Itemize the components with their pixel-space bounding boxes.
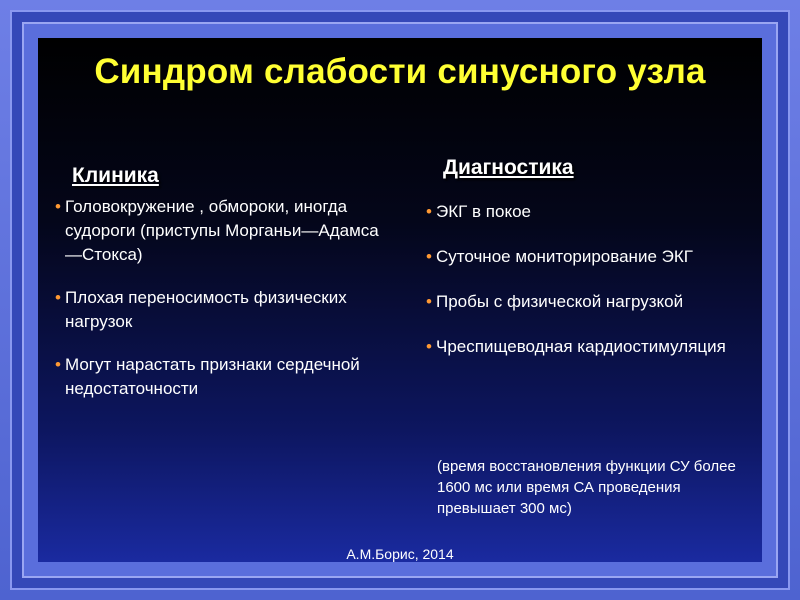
clinic-item [55,353,385,401]
bullet-icon: • [426,337,432,356]
clinic-item-text: Могут нарастать признаки сердечной недостаточности [65,355,360,398]
slide-title: Синдром слабости синусного узла [94,52,706,91]
author-footer: А.М.Борис, 2014 [346,546,454,562]
clinic-item [55,286,385,334]
clinic-item-text: Головокружение , обмороки, иногда судороги (приступы Морганьи—Адамса—Стокса) [65,197,379,264]
diagnostics-heading: Диагностика [443,156,574,179]
diagnostics-list [426,200,756,380]
diagnostics-item-text: ЭКГ в покое [436,202,532,221]
diagnostics-item [426,290,756,314]
diagnostics-item [426,245,756,269]
bullet-icon: • [55,288,61,307]
diagnostics-item-text: Пробы с физической нагрузкой [436,292,684,311]
bullet-icon: • [55,355,61,374]
diagnostics-item-text: Суточное мониторирование ЭКГ [436,247,693,266]
clinic-item-text: Плохая переносимость физических нагрузок [65,288,347,331]
clinic-list [55,195,385,420]
diagnostics-item-text: Чреспищеводная кардиостимуляция [436,337,726,356]
clinic-item [55,195,385,267]
diagnostics-item [426,335,756,359]
diagnostics-item [426,200,756,224]
clinic-heading: Клиника [72,164,159,187]
bullet-icon: • [426,202,432,221]
bullet-icon: • [426,247,432,266]
diagnostics-note: (время восстановления функции СУ более 1600 мс или время СА проведения превышает 300 мс) [437,458,736,517]
bullet-icon: • [426,292,432,311]
bullet-icon: • [55,197,61,216]
